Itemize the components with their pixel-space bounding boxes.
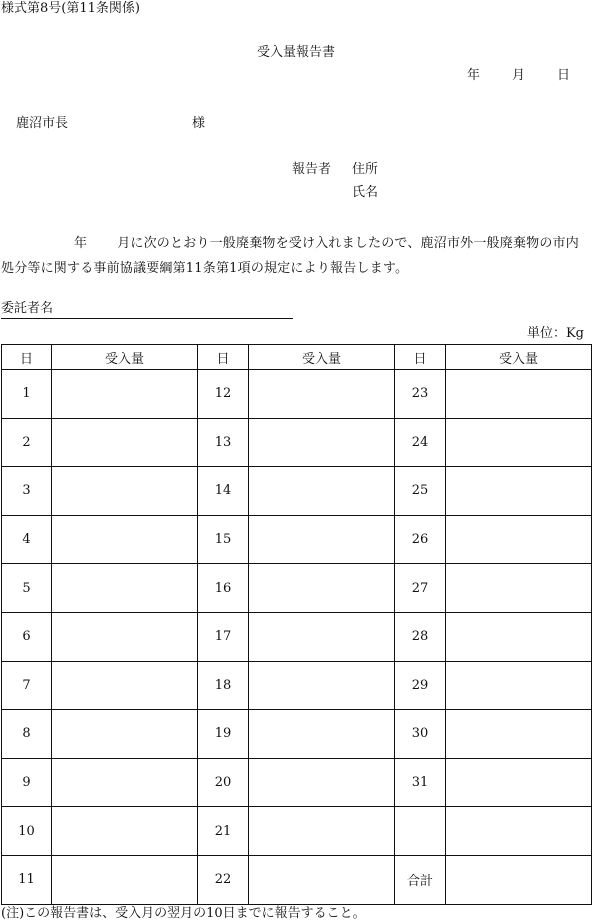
amount-entry-cell[interactable] [249,370,395,419]
amount-entry-cell[interactable] [52,710,198,759]
consignor-name-field [1,301,293,319]
form-number: 様式第8号(第11条関係) [1,1,140,16]
day-cell: 26 [395,515,446,564]
day-cell: 16 [198,564,249,613]
day-cell: 3 [2,467,52,516]
report-statement [1,231,591,281]
name-label: 氏名 [352,185,379,200]
day-cell: 22 [198,855,249,904]
day-cell: 12 [198,370,249,419]
amount-entry-cell[interactable] [52,467,198,516]
table-row [2,564,592,613]
amount-entry-cell[interactable] [249,564,395,613]
day-cell: 23 [395,370,446,419]
day-cell: 20 [198,758,249,807]
statement-year-label: 年 [74,236,88,251]
address-label: 住所 [352,162,379,177]
table-row [2,612,592,661]
date-line [467,68,570,84]
table-row [2,855,592,904]
amount-entry-cell[interactable] [52,758,198,807]
amount-entry-cell[interactable] [249,710,395,759]
day-cell: 8 [2,710,52,759]
table-row [2,467,592,516]
receipt-table [1,344,592,905]
day-cell: 17 [198,612,249,661]
addressee: 鹿沼市長 [16,116,69,131]
amount-entry-cell[interactable] [446,758,592,807]
day-cell: 9 [2,758,52,807]
reporter-label: 報告者 [292,162,332,177]
amount-entry-cell[interactable] [249,807,395,856]
amount-column-header: 受入量 [446,345,592,370]
day-cell: 1 [2,370,52,419]
amount-entry-cell[interactable] [52,661,198,710]
amount-column-header: 受入量 [52,345,198,370]
day-cell: 2 [2,418,52,467]
unit-label: 単位：Kg [526,326,584,341]
table-row [2,758,592,807]
table-row [2,418,592,467]
date-year-label: 年 [466,68,480,83]
day-cell: 28 [395,612,446,661]
amount-entry-cell[interactable] [446,515,592,564]
day-cell: 24 [395,418,446,467]
amount-entry-cell[interactable] [446,855,592,904]
addressee-suffix: 様 [192,116,206,131]
day-cell: 31 [395,758,446,807]
day-column-header: 日 [2,345,52,370]
amount-entry-cell[interactable] [52,418,198,467]
amount-entry-cell[interactable] [446,807,592,856]
day-cell: 18 [198,661,249,710]
amount-entry-cell[interactable] [446,661,592,710]
day-cell: 19 [198,710,249,759]
amount-entry-cell[interactable] [52,807,198,856]
amount-column-header: 受入量 [249,345,395,370]
table-header-row [2,345,592,370]
amount-entry-cell[interactable] [249,515,395,564]
amount-entry-cell[interactable] [52,515,198,564]
amount-entry-cell[interactable] [52,564,198,613]
table-row [2,370,592,419]
day-cell: 30 [395,710,446,759]
consignor-label: 委託者名 [1,301,54,316]
date-month-label: 月 [511,68,525,83]
day-cell: 6 [2,612,52,661]
amount-entry-cell[interactable] [249,661,395,710]
day-cell: 14 [198,467,249,516]
table-row [2,807,592,856]
amount-entry-cell[interactable] [249,612,395,661]
day-cell: 27 [395,564,446,613]
amount-entry-cell[interactable] [52,612,198,661]
day-column-header: 日 [395,345,446,370]
amount-entry-cell[interactable] [446,370,592,419]
table-row [2,710,592,759]
amount-entry-cell[interactable] [446,564,592,613]
day-cell: 13 [198,418,249,467]
day-cell: 15 [198,515,249,564]
day-cell [395,807,446,856]
amount-entry-cell[interactable] [249,758,395,807]
day-cell: 29 [395,661,446,710]
amount-entry-cell[interactable] [446,467,592,516]
date-day-label: 日 [556,68,570,83]
amount-entry-cell[interactable] [249,467,395,516]
footnote: (注)この報告書は、受入月の翌月の10日までに報告すること。 [1,906,366,921]
day-cell: 5 [2,564,52,613]
day-column-header: 日 [198,345,249,370]
table-body [2,370,592,905]
statement-text: 月に次のとおり一般廃棄物を受け入れましたので、鹿沼市外一般廃棄物の市内処分等に関する事前協議要綱第11条第1項の規定により報告します。 [1,236,579,276]
amount-entry-cell[interactable] [249,418,395,467]
amount-entry-cell[interactable] [446,418,592,467]
amount-entry-cell[interactable] [446,612,592,661]
day-cell: 4 [2,515,52,564]
table-row [2,661,592,710]
amount-entry-cell[interactable] [52,370,198,419]
document-title: 受入量報告書 [256,45,335,60]
day-cell: 7 [2,661,52,710]
day-cell: 10 [2,807,52,856]
table-row [2,515,592,564]
amount-entry-cell[interactable] [52,855,198,904]
day-cell: 21 [198,807,249,856]
amount-entry-cell[interactable] [249,855,395,904]
day-cell: 合計 [395,855,446,904]
amount-entry-cell[interactable] [446,710,592,759]
day-cell: 25 [395,467,446,516]
day-cell: 11 [2,855,52,904]
